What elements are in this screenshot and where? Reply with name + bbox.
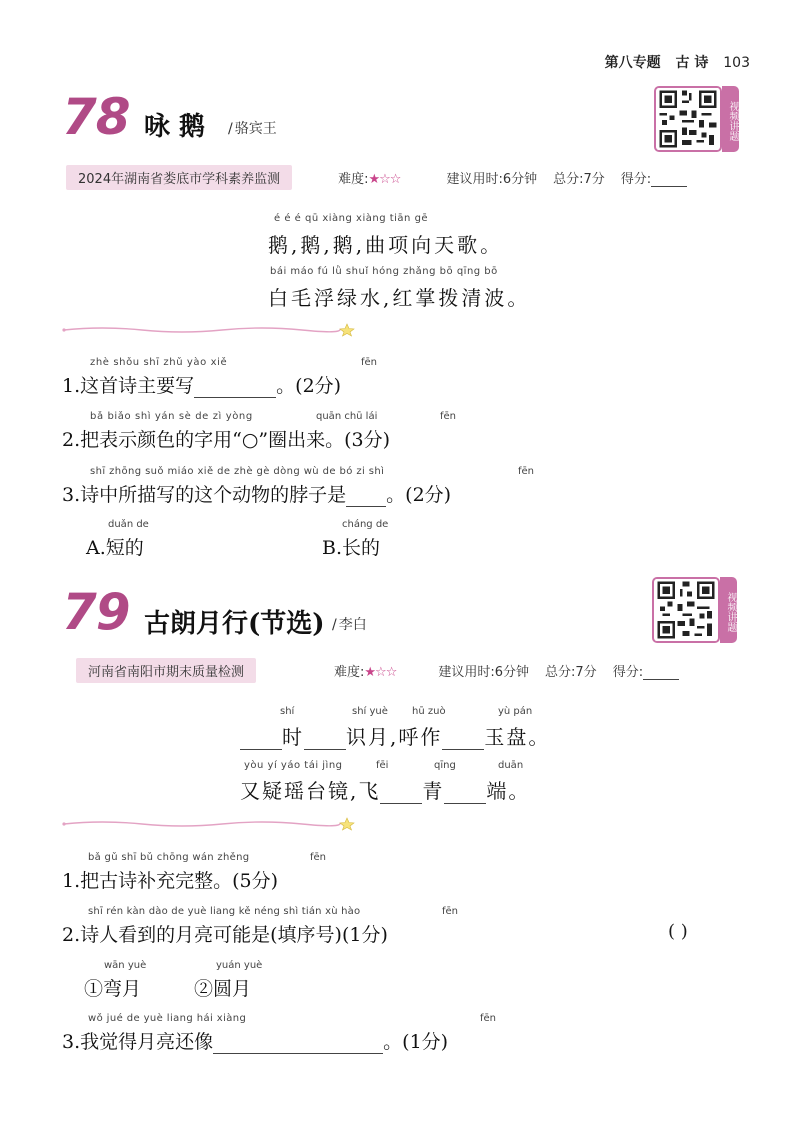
question-number: 3: [62, 484, 75, 506]
question-79-2: 2.诗人看到的月亮可能是(填序号)(1分): [62, 924, 388, 946]
poem-text: 青: [422, 779, 445, 803]
question-78-3: 3.诗中所描写的这个动物的脖子是 。(2分): [62, 484, 452, 506]
score-field[interactable]: [613, 661, 679, 680]
poem-pinyin: yòu yí yáo tái jìng: [244, 760, 343, 771]
q2-fen-pinyin: fēn: [440, 411, 457, 422]
poem-pinyin: duān: [498, 760, 524, 771]
qr-code-icon[interactable]: [652, 577, 720, 643]
difficulty-stars: ★☆☆: [364, 664, 397, 680]
section-title-79: 古朗月行(节选): [144, 609, 325, 639]
question-text: 这首诗主要写: [80, 375, 195, 397]
page-header: [605, 52, 750, 72]
option-a-pinyin: duǎn de: [108, 519, 149, 530]
video-explain-tab[interactable]: 视频讲题: [722, 86, 739, 152]
q2-pinyin: shī rén kàn dào de yuè liang kě néng shì tián xù hào: [88, 906, 361, 917]
answer-blank[interactable]: [213, 1053, 383, 1054]
question-text: 诗人看到的月亮可能是(填序号)(1分): [80, 924, 388, 946]
question-text: 我觉得月亮还像: [80, 1031, 214, 1053]
question-score: 。(2分): [386, 484, 452, 506]
poem-line2: 白毛浮绿水,红掌拨清波。: [268, 286, 531, 310]
total-score: 总分:7分: [553, 171, 605, 187]
qr-code-icon[interactable]: [654, 86, 722, 152]
q1-pinyin: zhè shǒu shī zhǔ yào xiě: [90, 357, 228, 368]
q1-fen-pinyin: fēn: [361, 357, 378, 368]
answer-blank[interactable]: [194, 397, 276, 398]
q2-pinyin2: quān chū lái: [316, 411, 378, 422]
poem-pinyin-line2: bái máo fú lǜ shuǐ hóng zhǎng bō qīng bō: [270, 266, 498, 277]
suggested-time: 建议用时:6分钟: [446, 171, 538, 187]
option1-pinyin: wān yuè: [104, 960, 147, 971]
poem-79-line2: [240, 775, 530, 804]
suggested-time: 建议用时:6分钟: [438, 664, 530, 680]
option-a[interactable]: A.短的: [86, 537, 144, 559]
option-b[interactable]: B.长的: [322, 537, 381, 559]
answer-paren[interactable]: ( ): [668, 921, 688, 942]
poem-pinyin: shí: [280, 706, 295, 717]
question-number: 1: [62, 870, 75, 892]
poem-line1: 鹅,鹅,鹅,曲项向天歌。: [268, 233, 504, 257]
q3-pinyin: wǒ jué de yuè liang hái xiàng: [88, 1013, 247, 1024]
score-field[interactable]: [621, 168, 687, 187]
q3-fen-pinyin: fēn: [518, 466, 535, 477]
page-number: 103: [723, 55, 750, 71]
q3-fen-pinyin: fēn: [480, 1013, 497, 1024]
question-number: 1: [62, 375, 75, 397]
section-number-79: 79: [62, 583, 130, 641]
score-blank[interactable]: [643, 679, 679, 680]
section-title-78: 咏 鹅: [144, 112, 206, 142]
score-blank[interactable]: [651, 186, 687, 187]
poem-blank[interactable]: [444, 803, 486, 804]
question-text: 把古诗补充完整。(5分): [80, 870, 279, 892]
poem-blank[interactable]: [240, 749, 282, 750]
subject-label: 古 诗: [675, 55, 709, 71]
poem-pinyin: hū zuò: [412, 706, 446, 717]
difficulty-label: 难度:: [334, 664, 365, 680]
video-explain-tab[interactable]: 视频讲题: [720, 577, 737, 643]
question-number: 2: [62, 429, 75, 451]
source-label: 2024年湖南省娄底市学科素养监测: [66, 165, 292, 190]
question-79-1: 1.把古诗补充完整。(5分): [62, 870, 279, 892]
question-score: 。(1分): [383, 1031, 449, 1053]
question-text: 诗中所描写的这个动物的脖子是: [80, 484, 347, 506]
poem-pinyin: shí yuè: [352, 706, 388, 717]
poem-pinyin: qīng: [434, 760, 456, 771]
poem-pinyin: yù pán: [498, 706, 533, 717]
source-label: 河南省南阳市期末质量检测: [76, 658, 256, 683]
question-78-1: 1.这首诗主要写 。(2分): [62, 375, 342, 397]
question-score: 。(2分): [276, 375, 342, 397]
difficulty: [338, 168, 400, 187]
poem-text: 又疑瑶台镜,飞: [240, 779, 381, 803]
total-score: 总分:7分: [545, 664, 597, 680]
difficulty-stars: ★☆☆: [368, 171, 401, 187]
chapter-label: 第八专题: [604, 55, 661, 71]
divider: [62, 817, 358, 829]
option2-pinyin: yuán yuè: [216, 960, 263, 971]
poem-text: 端。: [486, 779, 531, 803]
question-text: 把表示颜色的字用“○”圈出来。(3分): [80, 429, 391, 451]
poem-blank[interactable]: [304, 749, 346, 750]
score-label: 得分:: [612, 664, 644, 680]
section-author-78: / 骆宾王: [228, 118, 277, 138]
poem-text: 时: [282, 725, 304, 749]
question-number: 3: [62, 1031, 75, 1053]
difficulty-label: 难度:: [338, 171, 369, 187]
score-label: 得分:: [620, 171, 652, 187]
info-bar-78: [66, 165, 687, 189]
option-b-pinyin: cháng de: [342, 519, 389, 530]
divider: [62, 323, 358, 335]
poem-pinyin: fēi: [376, 760, 389, 771]
q1-fen-pinyin: fēn: [310, 852, 327, 863]
option-2[interactable]: ②圆月: [194, 978, 252, 1000]
q2-fen-pinyin: fēn: [442, 906, 459, 917]
poem-blank[interactable]: [442, 749, 484, 750]
poem-blank[interactable]: [380, 803, 422, 804]
section-author-79: / 李白: [332, 614, 367, 634]
question-78-2: 2.把表示颜色的字用“○”圈出来。(3分): [62, 429, 391, 451]
question-number: 2: [62, 924, 75, 946]
poem-text: 识月,呼作: [346, 725, 443, 749]
q2-pinyin: bǎ biǎo shì yán sè de zì yòng: [90, 411, 253, 422]
q1-pinyin: bǎ gǔ shī bǔ chōng wán zhěng: [88, 852, 250, 863]
option-1[interactable]: ①弯月: [84, 978, 142, 1000]
difficulty: [334, 661, 396, 680]
info-bar-79: [76, 658, 679, 682]
q3-pinyin: shī zhōng suǒ miáo xiě de zhè gè dòng wù de bó zi shì: [90, 466, 385, 477]
poem-79-line1: [240, 721, 550, 750]
poem-pinyin-line1: é é é qū xiàng xiàng tiān gē: [274, 213, 429, 224]
answer-blank[interactable]: [346, 506, 386, 507]
question-79-3: 3.我觉得月亮还像 。(1分): [62, 1031, 449, 1053]
section-number-78: 78: [62, 88, 130, 146]
poem-text: 玉盘。: [484, 725, 551, 749]
